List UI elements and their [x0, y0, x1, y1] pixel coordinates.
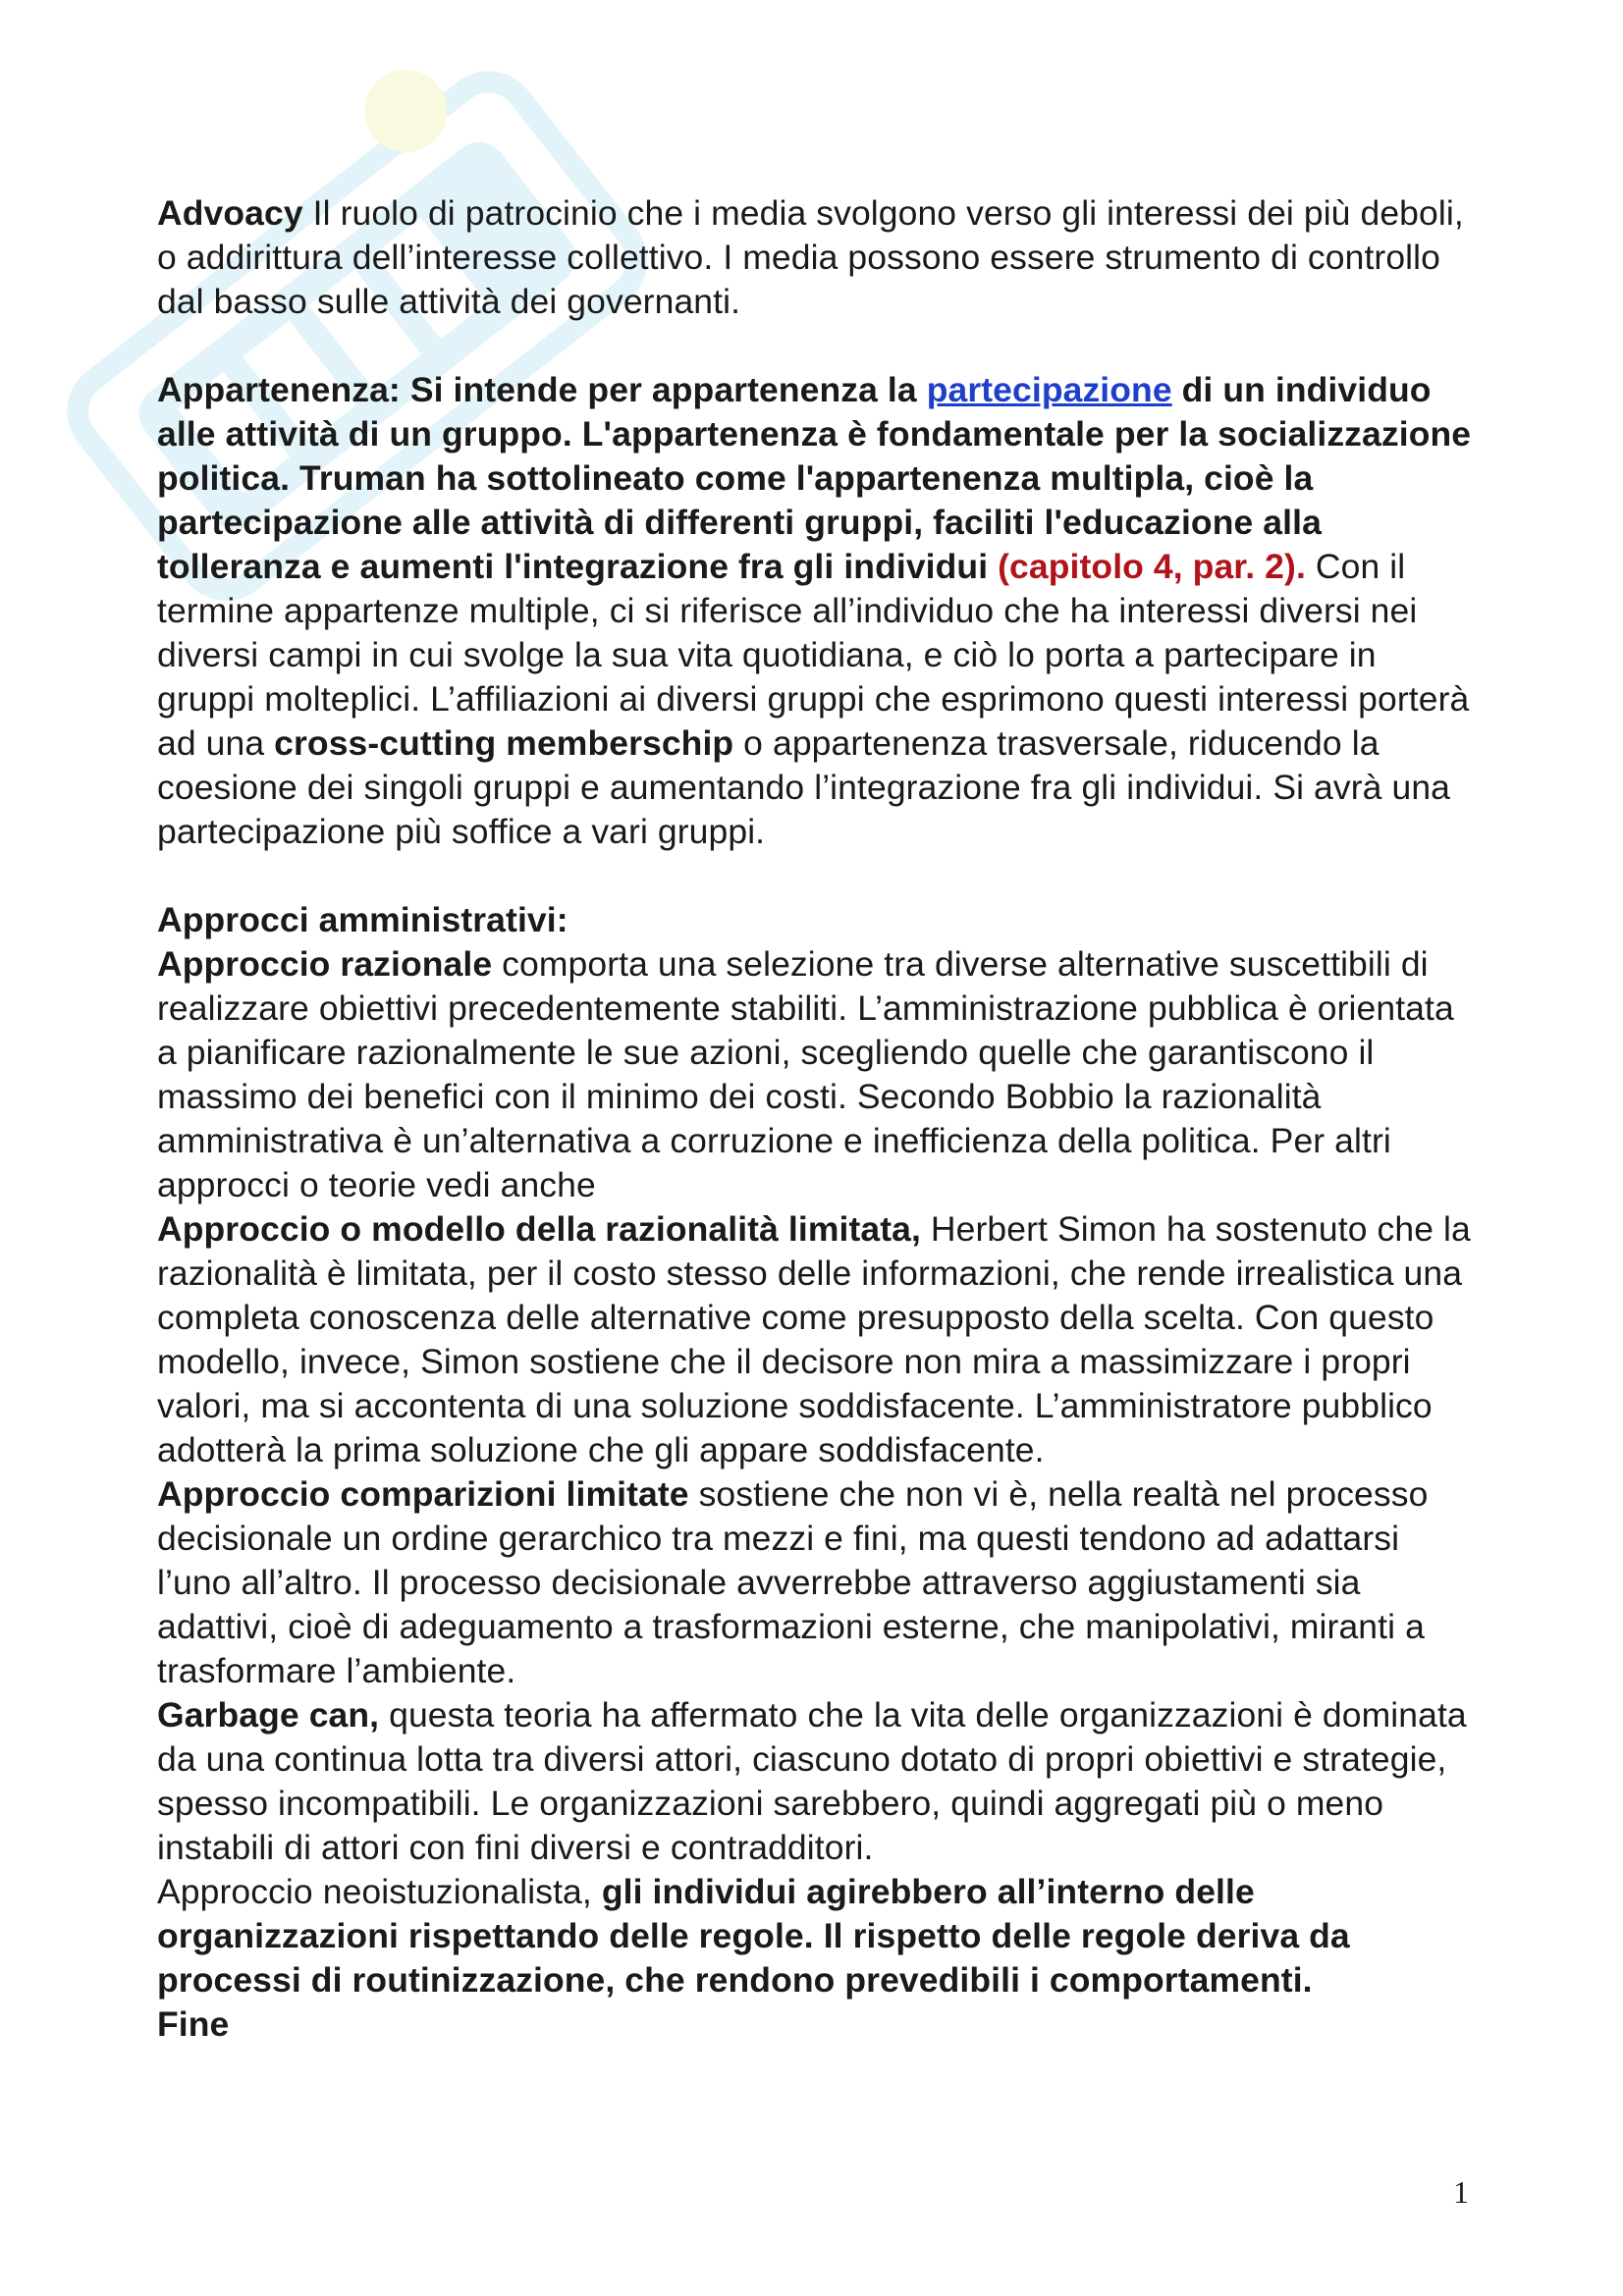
advoacy-paragraph [157, 191, 1478, 324]
comparizioni-limitate-text: sostiene che non vi è, nella realtà nel processo decisionale un ordine gerarchico tra mezzi e fini, ma questi tendono ad adattarsi l’uno all’altro. Il processo decisionale avverrebbe attraverso aggiustamenti sia adattivi, cioè di adeguamento a trasformazioni esterne, che manipolativi, miranti a trasformare l’ambiente. [157, 1474, 1429, 1690]
page-number: 1 [1453, 2174, 1469, 2210]
neoistituzionalista-paragraph [157, 1870, 1478, 2002]
approccio-razionale-text: comporta una selezione tra diverse alternative suscettibili di realizzare obiettivi precedentemente stabiliti. L’amministrazione pubblica è orientata a pianificare razionalmente le sue azioni, scegliendo quelle che garantiscono il massimo dei benefici con il minimo dei costi. Secondo Bobbio la razionalità amministrativa è un’alternativa a corruzione e inefficienza della politica. Per altri approcci o teorie vedi anche [157, 944, 1454, 1204]
garbage-can-paragraph [157, 1693, 1478, 1870]
approccio-razionale-term: Approccio razionale [157, 944, 493, 984]
document-body [157, 191, 1478, 2047]
approcci-heading: Approcci amministrativi: [157, 900, 568, 939]
appartenenza-text-1: Con il termine appartenze multiple, ci si riferisce all’individuo che ha interessi diversi nei diversi campi in cui svolge la sua vita quotidiana, e ciò lo porta a partecipare in gruppi molteplici. L’affiliazioni ai diversi gruppi che esprimono questi interessi porterà ad una [157, 547, 1470, 763]
appartenenza-bold-text: di un individuo alle attività di un gruppo. L'appartenenza è fondamentale per la socializzazione politica. Truman ha sottolineato come l'appartenenza multipla, cioè la partecipazione alle attività di differenti gruppi, faciliti l'educazione alla tolleranza e aumenti l'integrazione fra gli individui [157, 370, 1472, 586]
advoacy-text: Il ruolo di patrocinio che i media svolgono verso gli interessi dei più deboli, o addirittura dell’interesse collettivo. I media possono essere strumento di controllo dal basso sulle attività dei governanti. [157, 193, 1464, 321]
razionalita-limitata-term: Approccio o modello della razionalità limitata, [157, 1209, 921, 1249]
neoistituzionalista-term: Approccio neoistuzionalista, [157, 1872, 592, 1911]
chapter-reference: (capitolo 4, par. 2). [998, 547, 1306, 586]
partecipazione-link[interactable]: partecipazione [926, 370, 1172, 409]
fine-label: Fine [157, 2004, 230, 2044]
approccio-razionale-paragraph [157, 942, 1478, 1207]
comparizioni-limitate-paragraph [157, 1472, 1478, 1693]
advoacy-term: Advoacy [157, 193, 303, 233]
appartenenza-intro: Appartenenza: Si intende per appartenenza la [157, 370, 927, 409]
cross-cutting-term: cross-cutting memberschip [274, 723, 734, 763]
appartenenza-text-2: o appartenenza trasversale, riducendo la coesione dei singoli gruppi e aumentando l’integrazione fra gli individui. Si avrà una partecipazione più soffice a vari gruppi. [157, 723, 1451, 851]
comparizioni-limitate-term: Approccio comparizioni limitate [157, 1474, 689, 1514]
razionalita-limitata-text: Herbert Simon ha sostenuto che la razionalità è limitata, per il costo stesso delle informazioni, che rende irrealistica una completa conoscenza delle alternative come presupposto della scelta. Con questo modello, invece, Simon sostiene che il decisore non mira a massimizzare i propri valori, ma si accontenta di una soluzione soddisfacente. L’amministratore pubblico adotterà la prima soluzione che gli appare soddisfacente. [157, 1209, 1471, 1469]
garbage-can-text: questa teoria ha affermato che la vita delle organizzazioni è dominata da una continua lotta tra diversi attori, ciascuno dotato di propri obiettivi e strategie, spesso incompatibili. Le organizzazioni sarebbero, quindi aggregati più o meno instabili di attori con fini diversi e contradditori. [157, 1695, 1467, 1867]
appartenenza-paragraph [157, 368, 1478, 854]
razionalita-limitata-paragraph [157, 1207, 1478, 1472]
neoistituzionalista-text: gli individui agirebbero all’interno delle organizzazioni rispettando delle regole. Il rispetto delle regole deriva da processi di routinizzazione, che rendono prevedibili i comportamenti. [157, 1872, 1350, 2000]
garbage-can-term: Garbage can, [157, 1695, 380, 1735]
